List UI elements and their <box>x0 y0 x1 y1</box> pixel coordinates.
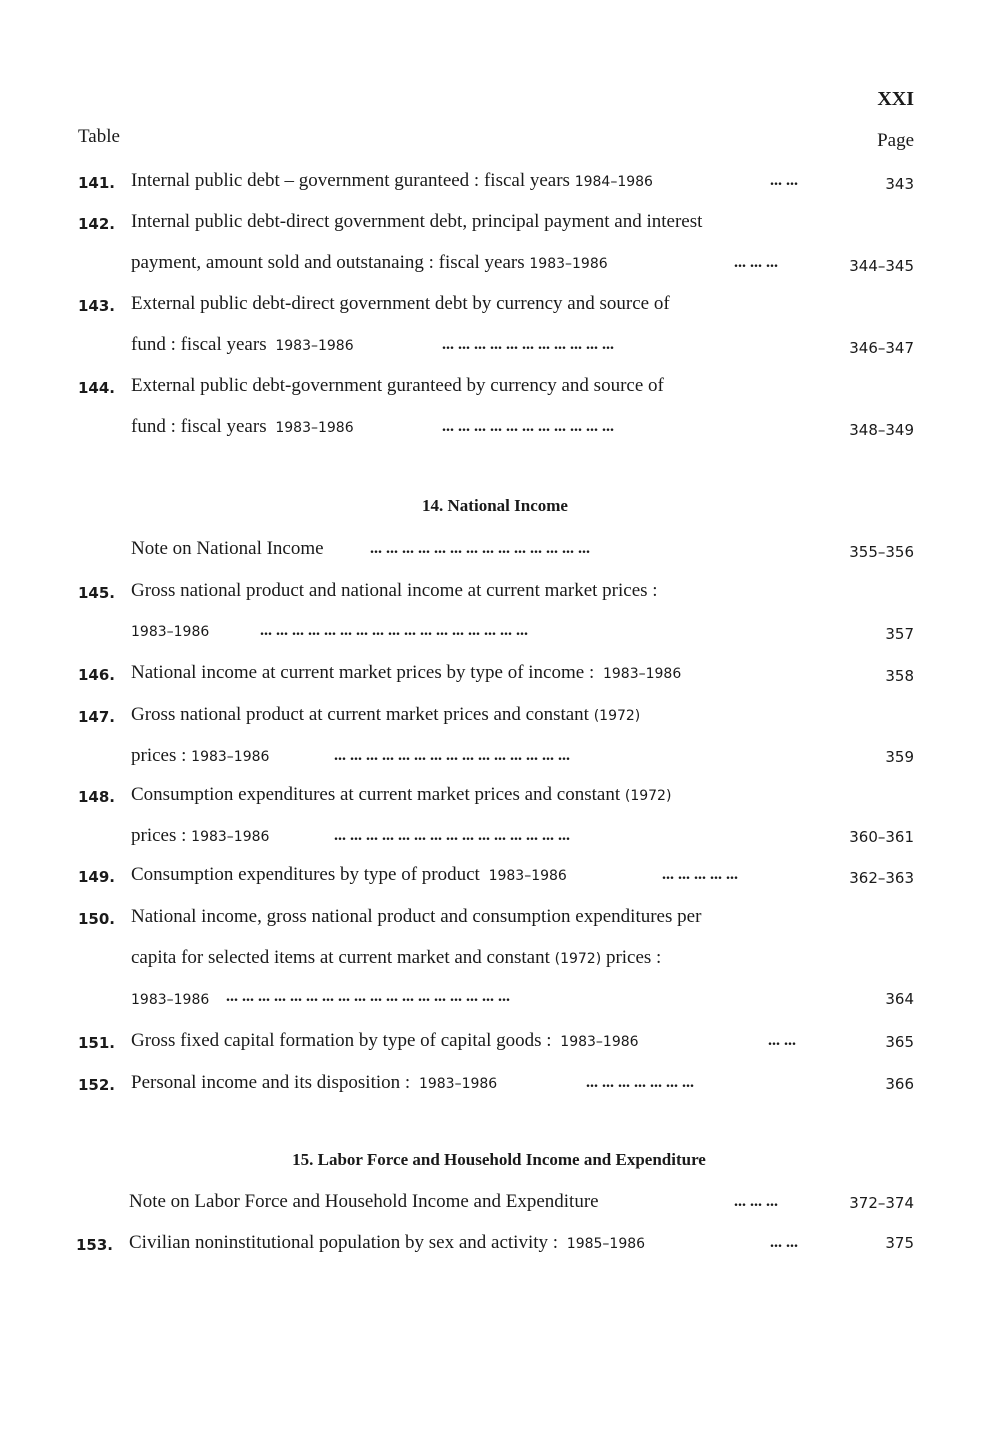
section-heading-labor-force: 15. Labor Force and Household Income and Expenditure <box>292 1150 706 1169</box>
entry-title-cont: fund : fiscal years 1983–1986 <box>131 334 354 355</box>
entry-page: 366 <box>885 1075 914 1093</box>
dot-leaders: ... ... ... ... ... ... ... ... ... ... ... ... ... ... ... ... ... ... <box>226 988 510 1005</box>
entry-number: 148. <box>78 788 116 806</box>
dot-leaders: ... ... ... ... ... ... ... ... ... ... ... ... ... ... <box>370 540 590 557</box>
entry-title-cont: prices : 1983–1986 <box>131 745 270 766</box>
section-heading-national-income: 14. National Income <box>422 496 568 515</box>
entry-number: 147. <box>78 708 116 726</box>
entry-title: Gross national product and national income at current market prices : <box>131 580 658 601</box>
entry-page: 364 <box>885 990 914 1008</box>
entry-title: Consumption expenditures by type of product 1983–1986 <box>131 864 567 885</box>
entry-title: Internal public debt – government guranteed : fiscal years 1984–1986 <box>131 170 653 191</box>
entry-number: 150. <box>78 910 116 928</box>
entry-number: 152. <box>78 1076 116 1094</box>
dot-leaders: ... ... ... <box>734 254 778 271</box>
entry-page: 348–349 <box>849 421 914 439</box>
entry-number: 143. <box>78 297 116 315</box>
entry-title-cont: payment, amount sold and outstanaing : fiscal years 1983–1986 <box>131 252 608 273</box>
entry-number: 151. <box>78 1034 116 1052</box>
entry-title: Consumption expenditures at current market prices and constant (1972) <box>131 784 672 805</box>
entry-title: External public debt-government guranteed by currency and source of <box>131 375 664 396</box>
entry-number: 153. <box>76 1236 114 1254</box>
dot-leaders: ... ... <box>770 1234 798 1251</box>
entry-title: Internal public debt-direct government debt, principal payment and interest <box>131 211 703 232</box>
entry-title-cont: prices : 1983–1986 <box>131 825 270 846</box>
dot-leaders: ... ... ... ... ... ... ... ... ... ... ... ... ... ... ... <box>334 747 570 764</box>
entry-page: 343 <box>885 175 914 193</box>
entry-page: 355–356 <box>849 543 914 561</box>
entry-title: External public debt-direct government debt by currency and source of <box>131 293 670 314</box>
entry-title: National income at current market prices by type of income : 1983–1986 <box>131 662 682 683</box>
entry-title: National income, gross national product and consumption expenditures per <box>131 906 702 927</box>
entry-page: 365 <box>885 1033 914 1051</box>
entry-number: 141. <box>78 174 116 192</box>
entry-page: 357 <box>885 625 914 643</box>
entry-number: 145. <box>78 584 116 602</box>
entry-page: 362–363 <box>849 869 914 887</box>
entry-title-cont: fund : fiscal years 1983–1986 <box>131 416 354 437</box>
roman-page-number: XXI <box>877 88 914 110</box>
dot-leaders: ... ... ... <box>734 1193 778 1210</box>
entry-number: 149. <box>78 868 116 886</box>
column-header-page: Page <box>877 130 914 151</box>
entry-title: Note on National Income <box>131 538 324 559</box>
entry-number: 146. <box>78 666 116 684</box>
entry-title: Gross fixed capital formation by type of capital goods : 1983–1986 <box>131 1030 639 1051</box>
entry-page: 375 <box>885 1234 914 1252</box>
dot-leaders: ... ... ... ... ... ... ... ... ... ... ... ... ... ... ... <box>334 827 570 844</box>
entry-number: 142. <box>78 215 116 233</box>
dot-leaders: ... ... ... ... ... ... ... ... ... ... ... <box>442 418 614 435</box>
dot-leaders: ... ... ... ... ... ... ... <box>586 1074 694 1091</box>
entry-title: Gross national product at current market prices and constant (1972) <box>131 704 641 725</box>
dot-leaders: ... ... <box>768 1032 796 1049</box>
entry-page: 372–374 <box>849 1194 914 1212</box>
entry-page: 359 <box>885 748 914 766</box>
entry-title-cont: capita for selected items at current market and constant (1972) prices : <box>131 947 662 968</box>
dot-leaders: ... ... <box>770 172 798 189</box>
entry-title: Personal income and its disposition : 1983–1986 <box>131 1072 498 1093</box>
column-header-table: Table <box>78 126 120 147</box>
entry-page: 358 <box>885 667 914 685</box>
entry-title-cont-2: 1983–1986 <box>131 992 210 1008</box>
entry-page: 346–347 <box>849 339 914 357</box>
entry-title: Civilian noninstitutional population by sex and activity : 1985–1986 <box>129 1232 646 1253</box>
entry-number: 144. <box>78 379 116 397</box>
entry-title: Note on Labor Force and Household Income and Expenditure <box>129 1191 599 1212</box>
entry-title-cont: 1983–1986 <box>131 624 210 640</box>
dot-leaders: ... ... ... ... ... ... ... ... ... ... ... ... ... ... ... ... ... <box>260 622 528 639</box>
entry-page: 344–345 <box>849 257 914 275</box>
dot-leaders: ... ... ... ... ... ... ... ... ... ... ... <box>442 336 614 353</box>
dot-leaders: ... ... ... ... ... <box>662 866 738 883</box>
entry-page: 360–361 <box>849 828 914 846</box>
